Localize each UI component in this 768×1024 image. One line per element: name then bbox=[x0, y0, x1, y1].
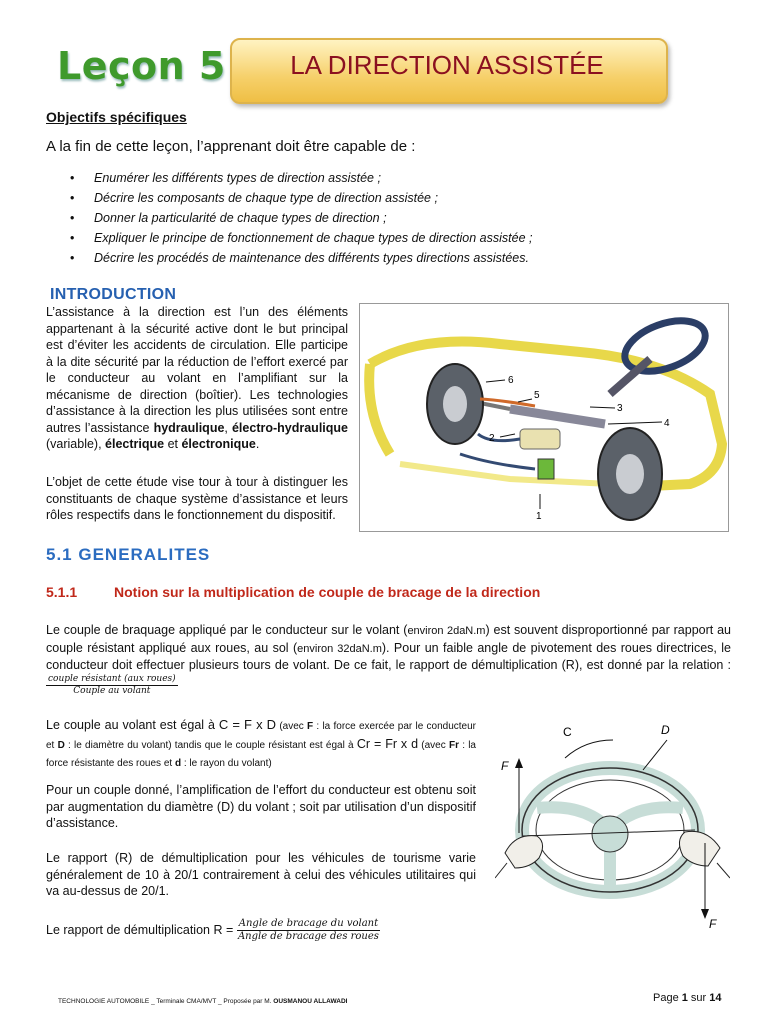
objectives-title: Objectifs spécifiques bbox=[46, 109, 187, 125]
amplification-paragraph: Pour un couple donné, l’amplification de l’effort du conducteur est obtenu soit par augmentation du diamètre (D) du volant ; soit par utilisation d’un dispositif d’assistance. bbox=[46, 783, 476, 830]
power-steering-illustration bbox=[359, 303, 729, 532]
objective-item: • Expliquer le principe de fonctionnement de chaque types de direction assistée ; bbox=[70, 228, 532, 248]
objectives-list bbox=[70, 168, 532, 268]
objective-item: • Décrire les composants de chaque type de direction assistée ; bbox=[70, 188, 532, 208]
label-f-bottom: F bbox=[709, 917, 717, 931]
section-5-1-1-title: Notion sur la multiplication de couple de bracage de la direction bbox=[114, 584, 541, 600]
objective-item: • Enumérer les différents types de direction assistée ; bbox=[70, 168, 532, 188]
objectives-intro: A la fin de cette leçon, l’apprenant doit être capable de : bbox=[46, 138, 416, 155]
ratio-range-paragraph: Le rapport (R) de démultiplication pour les véhicules de tourisme varie généralement de 10 à 20/1 contrairement à celui des véhicules utilitaires qui va au-dessus de 20/1. bbox=[46, 851, 476, 898]
figure-callout-2: 2 bbox=[489, 433, 495, 444]
label-d: D bbox=[661, 723, 670, 737]
lesson-label: Leçon 5 bbox=[57, 44, 226, 88]
page-number: Page 1 sur 14 bbox=[653, 992, 722, 1004]
footer-credit: TECHNOLOGIE AUTOMOBILE _ Terminale CMA/MVT _ Proposée par M. OUSMANOU ALLAWADI bbox=[58, 998, 348, 1005]
introduction-paragraph-1: L’assistance à la direction est l’un des éléments appartenant à la sécurité active dont le but principal est d’éviter les accidents de circulation. Elle participe à la dite sécurité par la réduction de l’effort exercé par le conducteur au volant en l’amplifiant sur la mécanisme de direction (boîtier). Les technologies d’assistance à la direction les plus utilisées sont entre autres l’assistance hydraulique, électro-hydraulique (variable), électrique et électronique. bbox=[46, 305, 348, 451]
figure-callout-5: 5 bbox=[534, 390, 540, 401]
label-c: C bbox=[563, 725, 572, 739]
torque-paragraph: Le couple de braquage appliqué par le conducteur sur le volant (environ 2daN.m) est souvent disproportionné par rapport au couple résistant appliqué aux roues, au sol (environ 32daN.m). Pour un faible angle de pivotement des roues directrices, le conducteur doit effectuer plusieurs tours de volant. De ce fait, le rapport de démultiplication (R), est donné par la relation : $\frac{\text{couple résistant (aux roues)}}{\text{Couple au volant}}$ bbox=[46, 623, 732, 696]
wheel-torque-paragraph: Le couple au volant est égal à C = F x D (avec F : la force exercée par le conducteur et D : le diamètre du volant) tandis que le couple résistant est égal à Cr = Fr x d (avec Fr : la force résistante des roues et d : le rayon du volant) bbox=[46, 717, 477, 769]
figure-callout-4: 4 bbox=[664, 418, 670, 429]
steering-wheel-illustration bbox=[495, 718, 730, 940]
objective-item: • Donner la particularité de chaque types de direction ; bbox=[70, 208, 532, 228]
introduction-heading: INTRODUCTION bbox=[50, 286, 177, 303]
ratio-fraction: $\frac{\text{couple résistant (aux roues)}}{\text{Couple au volant}}$ bbox=[48, 673, 176, 696]
figure-callout-6: 6 bbox=[508, 375, 514, 386]
label-f-top: F bbox=[501, 759, 509, 773]
section-5-1-1-number: 5.1.1 bbox=[46, 584, 78, 600]
introduction-paragraph-2: L’objet de cette étude vise tour à tour à distinguer les constituants de chaque système d’assistance et leurs rôles respectifs dans le fonctionnement du dispositif. bbox=[46, 475, 348, 522]
page-title: LA DIRECTION ASSISTÉE bbox=[290, 50, 604, 80]
ratio-formula: Le rapport de démultiplication R = $\frac{\text{Angle de bracage du volant}}{\text{Angle de bracage des roues}}$ bbox=[46, 918, 379, 942]
objective-item: • Décrire les procédés de maintenance des différents types directions assistées. bbox=[70, 248, 532, 268]
figure-callout-3: 3 bbox=[617, 403, 623, 414]
figure-callout-1: 1 bbox=[536, 511, 542, 522]
section-5-1-heading: 5.1 GENERALITES bbox=[46, 545, 211, 564]
